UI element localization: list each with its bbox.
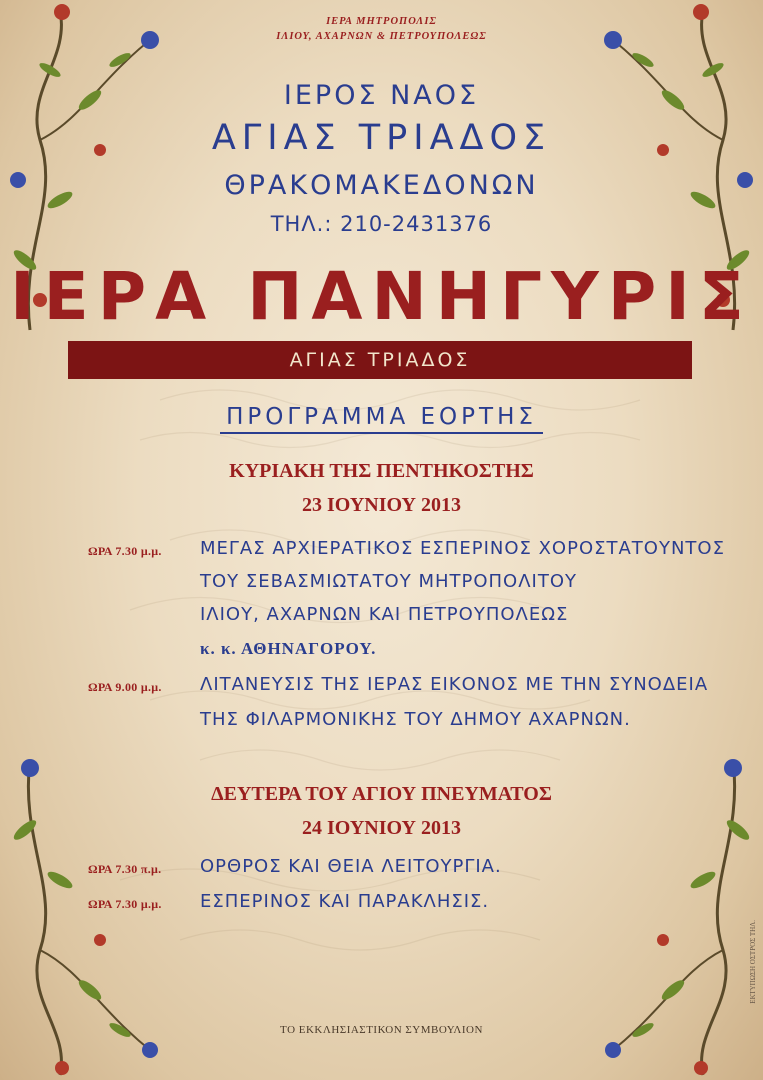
place-name: ΘΡΑΚΟΜΑΚΕΔΟΝΩΝ (224, 170, 539, 201)
phone-number: ΤΗΛ.: 210-2431376 (270, 212, 493, 236)
event-line: ΤΗΣ ΦΙΛΑΡΜΟΝΙΚΗΣ ΤΟΥ ΔΗΜΟΥ ΑΧΑΡΝΩΝ. (200, 709, 631, 730)
event-line: ΛΙΤΑΝΕΥΣΙΣ ΤΗΣ ΙΕΡΑΣ ΕΙΚΟΝΟΣ ΜΕ ΤΗΝ ΣΥΝΟΔΕΙΑ (200, 674, 709, 695)
day1-date: 23 ΙΟΥΝΙΟΥ 2013 (302, 494, 461, 516)
day2-date: 24 ΙΟΥΝΙΟΥ 2013 (302, 817, 461, 839)
event-line: ΜΕΓΑΣ ΑΡΧΙΕΡΑΤΙΚΟΣ ΕΣΠΕΡΙΝΟΣ ΧΟΡΟΣΤΑΤΟΥΝΤΟΣ (200, 538, 725, 559)
event-time: ΩΡΑ 9.00 μ.μ. (88, 680, 162, 694)
program-heading-text: ΠΡΟΓΡΑΜΜΑ ΕΟΡΤΗΣ (220, 404, 543, 434)
day1-name: ΚΥΡΙΑΚΗ ΤΗΣ ΠΕΝΤΗΚΟΣΤΗΣ (229, 460, 534, 482)
day2-name: ΔΕΥΤΕΡΑ ΤΟΥ ΑΓΙΟΥ ΠΝΕΥΜΑΤΟΣ (211, 783, 552, 805)
event-line: ΕΣΠΕΡΙΝΟΣ ΚΑΙ ΠΑΡΑΚΛΗΣΙΣ. (200, 891, 490, 912)
event-line: κ. κ. ΑΘΗΝΑΓΟΡΟΥ. (200, 639, 377, 658)
event-line: ΙΛΙΟΥ, ΑΧΑΡΝΩΝ ΚΑΙ ΠΕΤΡΟΥΠΟΛΕΩΣ (200, 604, 569, 625)
program-heading (0, 404, 763, 430)
event-time: ΩΡΑ 7.30 π.μ. (88, 862, 162, 876)
festival-title: ΙΕΡΑ ΠΑΝΗΓΥΡΙΣ (10, 258, 753, 335)
event-time: ΩΡΑ 7.30 μ.μ. (88, 897, 162, 911)
footer-signature: ΤΟ ΕΚΚΛΗΣΙΑΣΤΙΚΟΝ ΣΥΜΒΟΥΛΙΟΝ (280, 1024, 483, 1036)
metropolis-line-2: ΙΛΙΟΥ, ΑΧΑΡΝΩΝ & ΠΕΤΡΟΥΠΟΛΕΩΣ (276, 31, 487, 42)
printer-note: ΕΚΤΥΠΩΣΗ ΟΣΤΡΟΣ ΤΗΛ. (749, 920, 757, 1004)
metropolis-line-1: ΙΕΡΑ ΜΗΤΡΟΠΟΛΙΣ (326, 16, 437, 27)
event-time: ΩΡΑ 7.30 μ.μ. (88, 544, 162, 558)
church-name: ΑΓΙΑΣ ΤΡΙΑΔΟΣ (211, 118, 552, 158)
naos-heading: ΙΕΡΟΣ ΝΑΟΣ (283, 80, 480, 111)
event-line: ΤΟΥ ΣΕΒΑΣΜΙΩΤΑΤΟΥ ΜΗΤΡΟΠΟΛΙΤΟΥ (200, 571, 578, 592)
event-line: ΟΡΘΡΟΣ ΚΑΙ ΘΕΙΑ ΛΕΙΤΟΥΡΓΙΑ. (200, 856, 502, 877)
feast-banner: ΑΓΙΑΣ ΤΡΙΑΔΟΣ (68, 341, 692, 379)
